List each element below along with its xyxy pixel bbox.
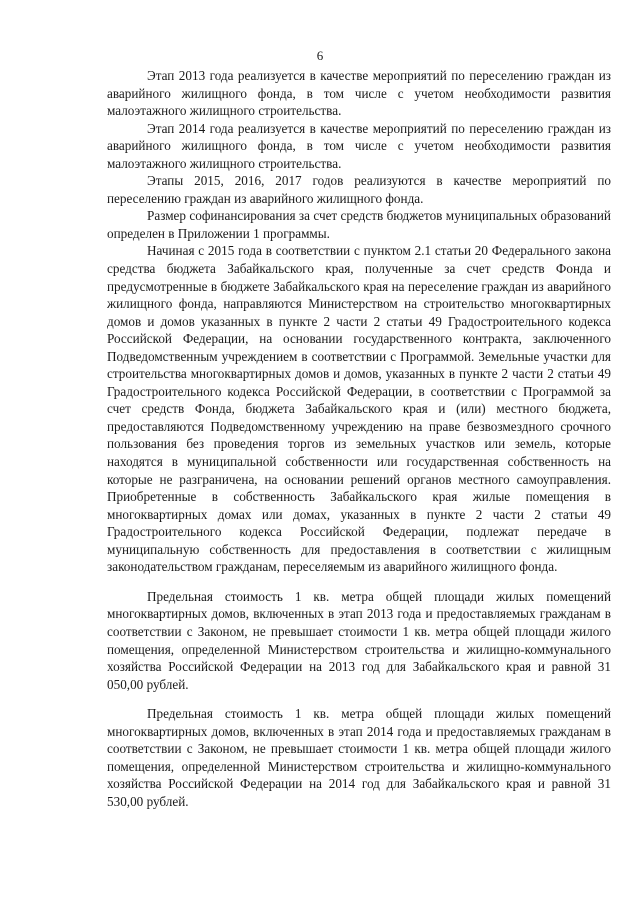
page-number: 6 — [316, 48, 324, 63]
paragraph-stages-2015-2017: Этапы 2015, 2016, 2017 годов реализуются в качестве мероприятий по переселению граждан из аварийного жилищного фонда. — [107, 173, 611, 206]
paragraph-price-limit-2013: Предельная стоимость 1 кв. метра общей площади жилых помещений многоквартирных домов, включенных в этап 2013 года и предоставляемых гражданам в соответствии с Законом, не превышает стоимости 1 кв. метра общей площади жилого помещения, определенной Министерством строительства и жилищно-коммунального хозяйства Российской Федерации на 2013 год для Забайкальского края и равной 31 050,00 рублей. — [107, 588, 611, 692]
paragraph-funding-procedure: Начиная с 2015 года в соответствии с пунктом 2.1 статьи 20 Федерального закона средства бюджета Забайкальского края, полученные за счет средств Фонда и предусмотренные в бюджете Забайкальского края на переселение граждан из аварийного жилищного фонда, направляются Министерством на строительство многоквартирных домов и домов указанных в пункте 2 части 2 статьи 49 Градостроительного кодекса Российской Федерации, на основании государственного контракта, заключенного Подведомственным учреждением в соответствии с Программой. Земельные участки для строительства многоквартирных домов и домов, указанных в пункте 2 части 2 статьи 49 Градостроительного кодекса Российской Федерации, в соответствии с Программой за счет средств Фонда, бюджета Забайкальского края и (или) местного бюджета, предоставляются Подведомственному учреждению на праве безвозмездного срочного пользования без проведения торгов из земельных участков или земель, которые находятся в муниципальной собственности или государственная собственность на которые не разграничена, на основании решений органов местного самоуправления. Приобретенные в собственность Забайкальского края жилые помещения в многоквартирных домах или домах, указанных в пункте 2 части 2 статьи 49 Градостроительного кодекса Российской Федерации, подлежат передаче в муниципальную собственность для предоставления в соответствии с жилищным законодательством гражданам, переселяемым из аварийного жилищного фонда. — [107, 243, 611, 575]
document-body — [107, 67, 611, 810]
paragraph-stage-2013: Этап 2013 года реализуется в качестве мероприятий по переселению граждан из аварийного жилищного фонда, в том числе с учетом необходимости развития малоэтажного жилищного строительства. — [107, 68, 611, 119]
paragraph-stage-2014: Этап 2014 года реализуется в качестве мероприятий по переселению граждан из аварийного жилищного фонда, в том числе с учетом необходимости развития малоэтажного жилищного строительства. — [107, 120, 611, 171]
paragraph-cofinancing: Размер софинансирования за счет средств бюджетов муниципальных образований определен в Приложении 1 программы. — [107, 208, 611, 241]
paragraph-price-limit-2014: Предельная стоимость 1 кв. метра общей площади жилых помещений многоквартирных домов, включенных в этап 2014 года и предоставляемых гражданам в соответствии с Законом, не превышает стоимости 1 кв. метра общей площади жилого помещения, определенной Министерством строительства и жилищно-коммунального хозяйства Российской Федерации на 2014 год для Забайкальского края и равной 31 530,00 рублей. — [107, 706, 611, 809]
